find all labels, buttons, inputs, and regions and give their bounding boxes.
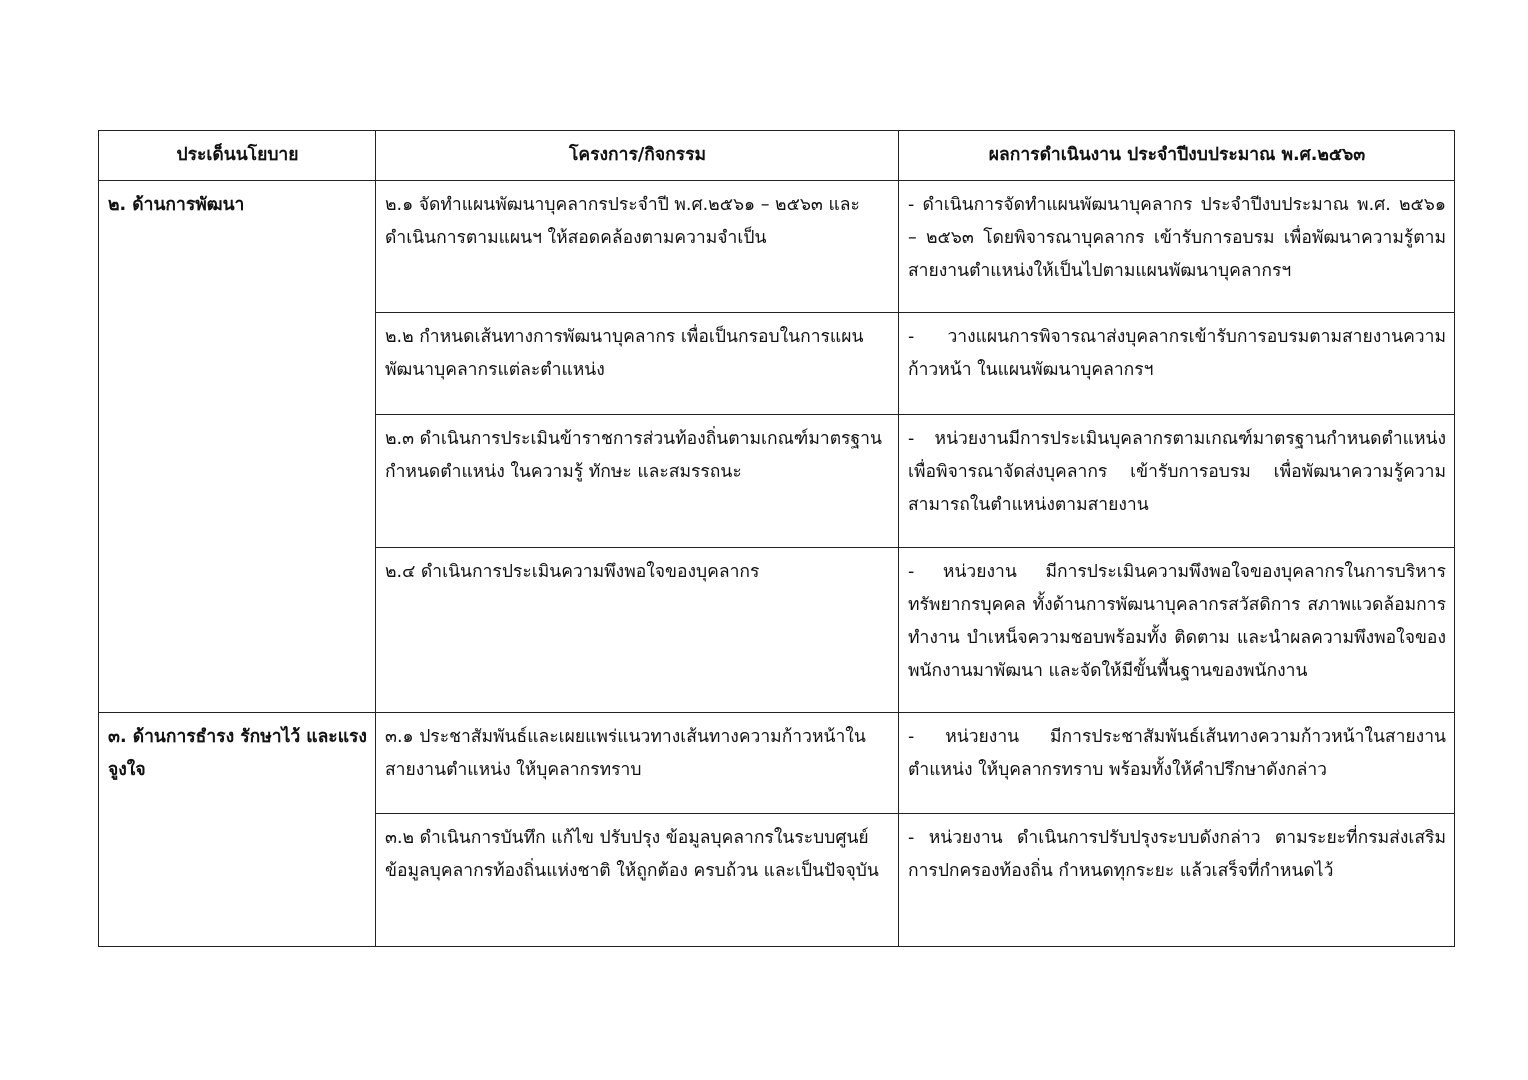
header-results: ผลการดำเนินงาน ประจำปีงบประมาณ พ.ศ.๒๕๖๓ — [899, 131, 1455, 181]
header-row — [99, 131, 1455, 181]
activity-cell: ๒.๑ จัดทำแผนพัฒนาบุคลากรประจำปี พ.ศ.๒๕๖๑ – ๒๕๖๓ และดำเนินการตามแผนฯ ให้สอดคล้องตามความจำเป็น — [376, 181, 899, 313]
result-cell: - หน่วยงาน มีการประชาสัมพันธ์เส้นทางความก้าวหน้าในสายงานตำแหน่ง ให้บุคลากรทราบ พร้อมทั้งให้คำปรึกษาดังกล่าว — [899, 713, 1455, 814]
header-policy-issue: ประเด็นนโยบาย — [99, 131, 376, 181]
category-cell: ๓. ด้านการธำรง รักษาไว้ และแรงจูงใจ — [99, 713, 376, 947]
result-cell: - หน่วยงาน ดำเนินการปรับปรุงระบบดังกล่าว ตามระยะที่กรมส่งเสริมการปกครองท้องถิ่น กำหนดทุกระยะ แล้วเสร็จที่กำหนดไว้ — [899, 814, 1455, 947]
activity-cell: ๒.๔ ดำเนินการประเมินความพึงพอใจของบุคลากร — [376, 548, 899, 713]
result-cell: - วางแผนการพิจารณาส่งบุคลากรเข้ารับการอบรมตามสายงานความก้าวหน้า ในแผนพัฒนาบุคลากรฯ — [899, 313, 1455, 415]
activity-cell: ๒.๓ ดำเนินการประเมินข้าราชการส่วนท้องถิ่นตามเกณฑ์มาตรฐานกำหนดตำแหน่ง ในความรู้ ทักษะ และสมรรถนะ — [376, 415, 899, 548]
activity-cell: ๒.๒ กำหนดเส้นทางการพัฒนาบุคลากร เพื่อเป็นกรอบในการแผนพัฒนาบุคลากรแต่ละตำแหน่ง — [376, 313, 899, 415]
header-project-activity: โครงการ/กิจกรรม — [376, 131, 899, 181]
table-row — [99, 181, 1455, 313]
result-cell: - หน่วยงาน มีการประเมินความพึงพอใจของบุคลากรในการบริหารทรัพยากรบุคคล ทั้งด้านการพัฒนาบุคลากรสวัสดิการ สภาพแวดล้อมการทำงาน บำเหน็จความชอบพร้อมทั้ง ติดตาม และนำผลความพึงพอใจของพนักงานมาพัฒนา และจัดให้มีขั้นพื้นฐานของพนักงาน — [899, 548, 1455, 713]
policy-results-table — [98, 130, 1455, 947]
category-cell: ๒. ด้านการพัฒนา — [99, 181, 376, 713]
result-cell: - หน่วยงานมีการประเมินบุคลากรตามเกณฑ์มาตรฐานกำหนดตำแหน่งเพื่อพิจารณาจัดส่งบุคลากร เข้ารับการอบรม เพื่อพัฒนาความรู้ความสามารถในตำแหน่งตามสายงาน — [899, 415, 1455, 548]
result-cell: - ดำเนินการจัดทำแผนพัฒนาบุคลากร ประจำปีงบประมาณ พ.ศ. ๒๕๖๑ – ๒๕๖๓ โดยพิจารณาบุคลากร เข้ารับการอบรม เพื่อพัฒนาความรู้ตามสายงานตำแหน่งให้เป็นไปตามแผนพัฒนาบุคลากรฯ — [899, 181, 1455, 313]
activity-cell: ๓.๒ ดำเนินการบันทึก แก้ไข ปรับปรุง ข้อมูลบุคลากรในระบบศูนย์ข้อมูลบุคลากรท้องถิ่นแห่งชาติ ให้ถูกต้อง ครบถ้วน และเป็นปัจจุบัน — [376, 814, 899, 947]
table-row — [99, 713, 1455, 814]
activity-cell: ๓.๑ ประชาสัมพันธ์และเผยแพร่แนวทางเส้นทางความก้าวหน้าในสายงานตำแหน่ง ให้บุคลากรทราบ — [376, 713, 899, 814]
